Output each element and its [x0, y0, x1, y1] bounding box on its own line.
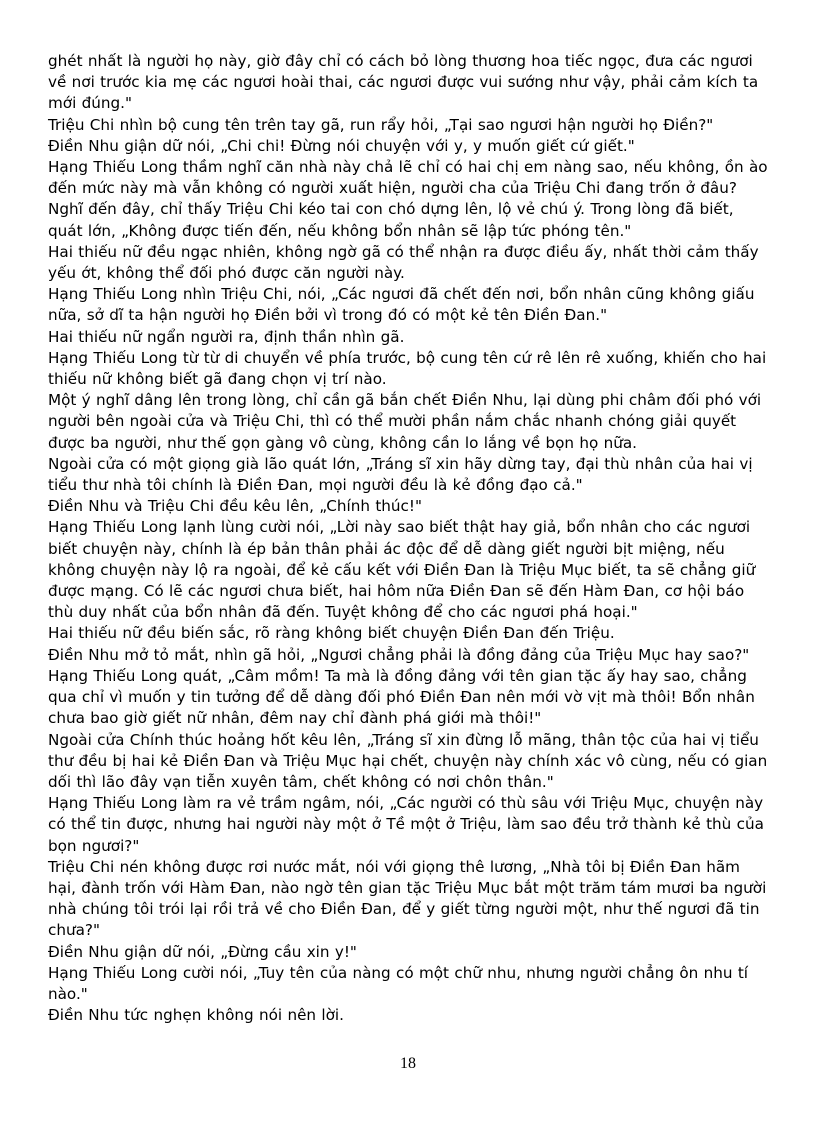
document-body	[48, 51, 770, 1026]
paragraph: Hạng Thiếu Long cười nói, „Tuy tên của nàng có một chữ nhu, nhưng người chẳng ôn nhu tí nào."	[48, 963, 749, 1003]
paragraph: Điền Nhu giận dữ nói, „Đừng cầu xin y!"	[48, 942, 357, 961]
paragraph: Hạng Thiếu Long thầm nghĩ căn nhà này chả lẽ chỉ có hai chị em nàng sao, nếu không, ồn ào đến mức này mà vẫn không có người xuất hiện, người cha của Triệu Chi đang trốn ở đâu? Nghĩ đến đây, chỉ thấy Triệu Chi kéo tai con chó dựng lên, lộ vẻ chú ý. Trong lòng đã biết, quát lớn, „Không được tiến đến, nếu không bổn nhân sẽ lập tức phóng tên."	[48, 158, 768, 240]
paragraph: Ngoài cửa có một giọng già lão quát lớn, „Tráng sĩ xin hãy dừng tay, đại thù nhân của hai vị tiểu thư nhà tôi chính là Điền Đan, mọi người đều là kẻ đồng đạo cả."	[48, 454, 753, 495]
paragraph: Hạng Thiếu Long làm ra vẻ trầm ngâm, nói, „Các người có thù sâu với Triệu Mục, chuyện này có thể tin được, nhưng hai người này một ở Tề một ở Triệu, làm sao đều trở thành kẻ thù của bọn ngươi?"	[48, 794, 764, 855]
page-number: 18	[400, 1055, 416, 1072]
paragraph: Hai thiếu nữ ngẩn người ra, định thần nhìn gã.	[48, 327, 405, 346]
paragraph: Hai thiếu nữ đều biến sắc, rõ ràng không biết chuyện Điền Đan đến Triệu.	[48, 624, 615, 643]
paragraph: Điền Nhu giận dữ nói, „Chi chi! Đừng nói chuyện với y, y muốn giết cứ giết."	[48, 136, 635, 155]
paragraph: ghét nhất là người họ này, giờ đây chỉ có cách bỏ lòng thương hoa tiếc ngọc, đưa các ngươi về nơi trước kia mẹ các ngươi hoài thai, các ngươi được vui sướng như vậy, phải cảm kích ta mới đúng."	[48, 52, 759, 113]
paragraph: Một ý nghĩ dâng lên trong lòng, chỉ cần gã bắn chết Điền Nhu, lại dùng phi châm đối phó với người bên ngoài cửa và Triệu Chi, thì có thể mười phần nắm chắc nhanh chóng giải quyết được ba người, như thế gọn gàng vô cùng, không cần lo lắng về bọn họ nữa.	[48, 391, 762, 452]
paragraph: Điền Nhu tức nghẹn không nói nên lời.	[48, 1006, 344, 1025]
paragraph: Triệu Chi nén không được rơi nước mắt, nói với giọng thê lương, „Nhà tôi bị Điền Đan hãm hại, đành trốn với Hàm Đan, nào ngờ tên gian tặc Triệu Mục bắt một trăm tám mươi ba người nhà chúng tôi trói lại rồi trả về cho Điền Đan, để y giết từng người một, như thế ngươi đã tin chưa?"	[48, 857, 767, 940]
paragraph: Hạng Thiếu Long quát, „Câm mồm! Ta mà là đồng đảng với tên gian tặc ấy hay sao, chẳng qua chỉ vì muốn y tin tưởng để dễ dàng đối phó Điền Đan nên mới vờ vịt mà thôi! Bổn nhân chưa bao giờ giết nữ nhân, đêm nay chỉ đành phá giới mà thôi!"	[48, 666, 755, 728]
paragraph: Hai thiếu nữ đều ngạc nhiên, không ngờ gã có thể nhận ra được điều ấy, nhất thời cảm thấy yếu ớt, không thể đối phó được căn người này.	[48, 242, 759, 283]
paragraph: Hạng Thiếu Long nhìn Triệu Chi, nói, „Các ngươi đã chết đến nơi, bổn nhân cũng không giấu nữa, sở dĩ ta hận người họ Điền bởi vì trong đó có một kẻ tên Điền Đan."	[48, 285, 755, 325]
paragraph: Hạng Thiếu Long từ từ di chuyển về phía trước, bộ cung tên cứ rê lên rê xuống, khiến cho hai thiếu nữ không biết gã đang chọn vị trí nào.	[48, 348, 767, 389]
paragraph: Điền Nhu mở tỏ mắt, nhìn gã hỏi, „Ngươi chẳng phải là đồng đảng của Triệu Mục hay sao?"	[48, 645, 750, 664]
paragraph: Hạng Thiếu Long lạnh lùng cười nói, „Lời này sao biết thật hay giả, bổn nhân cho các ngươi biết chuyện này, chính là ép bản thân phải ác độc để dễ dàng giết người bịt miệng, nếu không chuyện này lộ ra ngoài, để kẻ cấu kết với Điền Đan là Triệu Mục biết, ta sẽ chẳng giữ được mạng. Có lẽ các ngươi chưa biết, hai hôm nữa Điền Đan sẽ đến Hàm Đan, cơ hội báo thù duy nhất của bổn nhân đã đến. Tuyệt không để cho các ngươi phá hoại."	[48, 518, 756, 622]
paragraph: Ngoài cửa Chính thúc hoảng hốt kêu lên, „Tráng sĩ xin đừng lỗ mãng, thân tộc của hai vị tiểu thư đều bị hai kẻ Điền Đan và Triệu Mục hại chết, chuyện này chính xác vô cùng, nếu có gian dối thì lão đây vạn tiễn xuyên tâm, chết không có nơi chôn thân."	[48, 730, 768, 791]
paragraph: Điền Nhu và Triệu Chi đều kêu lên, „Chính thúc!"	[48, 497, 422, 516]
paragraph: Triệu Chi nhìn bộ cung tên trên tay gã, run rẩy hỏi, „Tại sao ngươi hận người họ Điền?"	[48, 115, 714, 134]
